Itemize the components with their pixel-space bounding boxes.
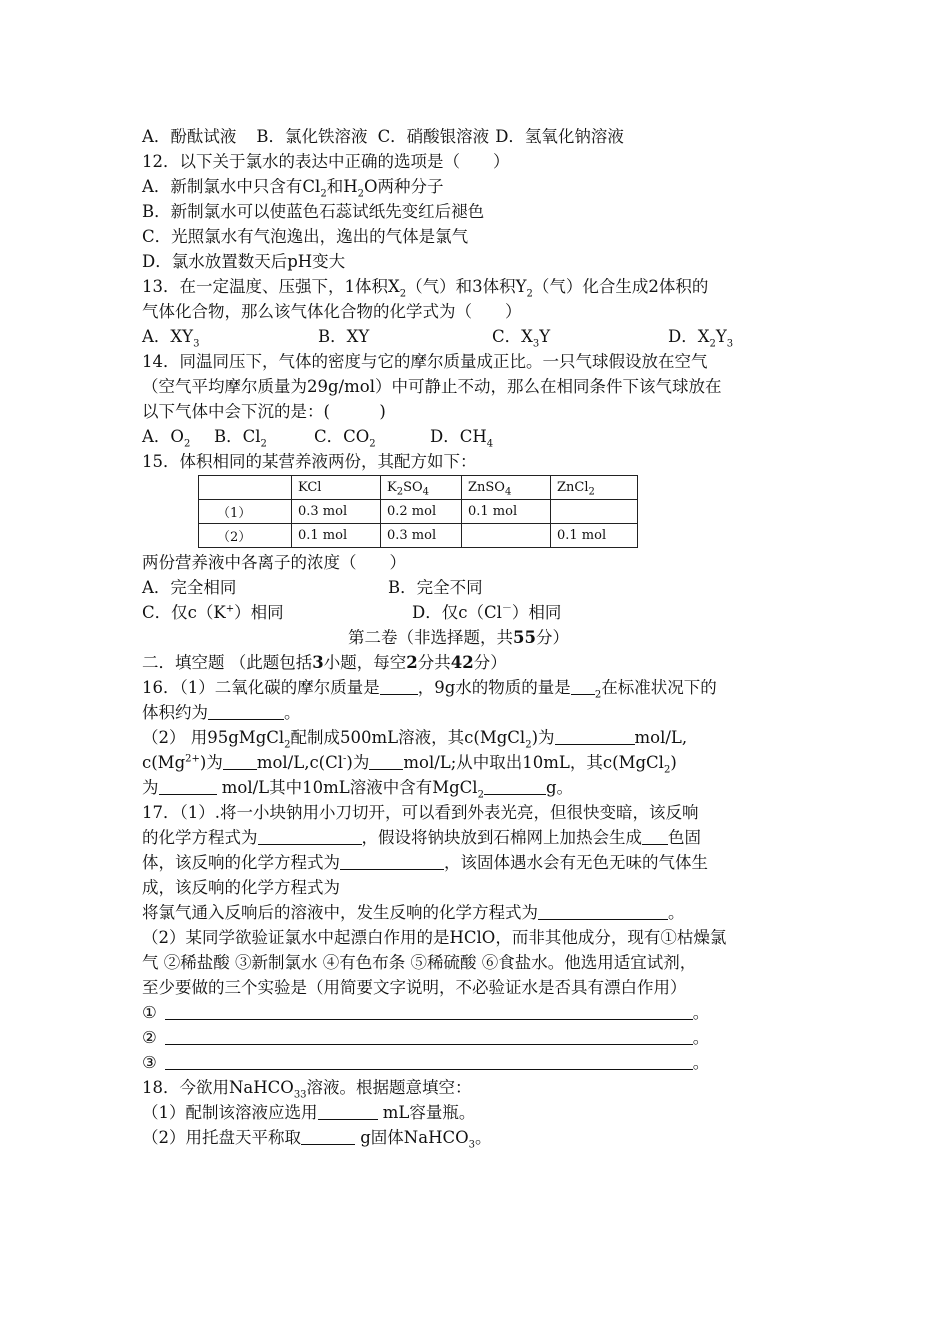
q16-line3: （2） 用95gMgCl$_2$配制成500mL溶液，其c(MgCl$_2$)为 mol/L, xyxy=(142,728,688,751)
q17-experiment-3: ③ 。 xyxy=(142,1053,710,1072)
q14-option-a: A．$O_2$ xyxy=(142,427,191,450)
q11-option-a: A．酚酞试液 xyxy=(142,127,237,146)
q17-line7: 气 ②稀盐酸 ③新制氯水 ④有色布条 ⑤稀硫酸 ⑥食盐水。他选用适宜试剂， xyxy=(142,953,697,972)
table-header-cell xyxy=(199,476,292,500)
q17-experiment-2: ② 。 xyxy=(142,1028,710,1047)
answer-blank xyxy=(571,678,595,695)
table-cell: 0.3 mol xyxy=(292,500,381,524)
table-cell: （2） xyxy=(199,524,292,548)
q17-line4: 成，该反响的化学方程式为 xyxy=(142,878,340,897)
q16-line1: 16．（1）二氧化碳的摩尔质量是 ，9g水的物质的量是 $_2$在标准状况下的 xyxy=(142,678,717,701)
q14-stem-line3: 以下气体中会下沉的是：( ) xyxy=(142,402,386,421)
section-heading: 二．填空题 （此题包括3小题，每空2分共42分） xyxy=(142,653,507,672)
q17-line5: 将氯气通入反响后的溶液中，发生反响的化学方程式为 。 xyxy=(142,903,685,922)
answer-blank xyxy=(165,1028,693,1045)
part2-title: 第二卷（非选择题，共55分） xyxy=(348,628,569,647)
answer-blank xyxy=(223,753,257,770)
q13-options xyxy=(142,326,733,348)
table-cell: 0.1 mol xyxy=(551,524,638,548)
q13-option-a: A．$XY_3$ xyxy=(142,327,200,350)
table-header-row xyxy=(199,476,638,500)
q17-experiment-1: ① 。 xyxy=(142,1003,710,1022)
table-row xyxy=(199,500,638,524)
q14-option-d: D．$CH_4$ xyxy=(430,427,494,450)
q12-option-a: A．新制氯水中只含有$Cl_2$和$H_2O$两种分子 xyxy=(142,177,444,200)
q12-option-d: D．氯水放置数天后pH变大 xyxy=(142,252,346,271)
q11-option-d: D．氢氧化钠溶液 xyxy=(495,127,624,146)
q17-line8: 至少要做的三个实验是（用简要文字说明，不必验证水是否具有漂白作用） xyxy=(142,978,687,997)
table-cell: 0.1 mol xyxy=(292,524,381,548)
q14-stem-line1: 14．同温同压下，气体的密度与它的摩尔质量成正比。一只气球假设放在空气 xyxy=(142,352,708,371)
q18-line3: （2）用托盘天平称取 g固体NaHCO$_3$。 xyxy=(142,1128,492,1151)
q15-stem: 15．体积相同的某营养液两份，其配方如下： xyxy=(142,452,477,471)
table-header-cell: ZnSO$_4$ xyxy=(462,476,551,500)
answer-blank xyxy=(208,703,284,720)
q11-option-c: C．硝酸银溶液 xyxy=(377,127,490,146)
q13-stem-line2: 气体化合物，那么该气体化合物的化学式为（ ） xyxy=(142,302,522,321)
q17-line2: 的化学方程式为 ，假设将钠块放到石棉网上加热会生成 色固 xyxy=(142,828,701,847)
nutrient-table xyxy=(198,475,638,548)
answer-blank xyxy=(301,1128,355,1145)
q17-line6: （2）某同学欲验证氯水中起漂白作用的是HClO，而非其他成分，现有①枯燥氯 xyxy=(142,928,727,947)
q12-option-b: B．新制氯水可以使蓝色石蕊试纸先变红后褪色 xyxy=(142,202,485,221)
table-cell: 0.2 mol xyxy=(381,500,462,524)
q14-options xyxy=(142,426,493,448)
q13-option-c: C．$X_3Y$ xyxy=(492,327,551,350)
answer-blank xyxy=(340,853,444,870)
q11-options xyxy=(142,126,624,148)
q18-line2: （1）配制该溶液应选用 mL容量瓶。 xyxy=(142,1103,476,1122)
q13-option-b: B．XY xyxy=(318,327,370,346)
table-cell: 0.3 mol xyxy=(381,524,462,548)
q15-question: 两份营养液中各离子的浓度（ ） xyxy=(142,553,406,572)
table-cell: （1） xyxy=(199,500,292,524)
q14-option-b: B．$Cl_2$ xyxy=(214,427,267,450)
q16-line4: $c(Mg^{2+})$为 mol/L,c(Cl-)为 mol/L;从中取出10mL，其c(MgCl$_2$) xyxy=(142,753,677,776)
q14-option-c: C．$CO_2$ xyxy=(314,427,376,450)
q13-option-d: D．$X_2Y_3$ xyxy=(668,327,734,350)
answer-blank xyxy=(369,753,403,770)
answer-blank xyxy=(159,778,217,795)
q12-option-c: C．光照氯水有气泡逸出，逸出的气体是氯气 xyxy=(142,227,469,246)
answer-blank xyxy=(165,1053,693,1070)
answer-blank xyxy=(318,1103,378,1120)
table-cell xyxy=(551,500,638,524)
q15-options-ab xyxy=(142,577,483,599)
q15-option-c: C．仅c（K+）相同 xyxy=(142,603,284,622)
q17-line1: 17．（1）.将一小块钠用小刀切开，可以看到外表光亮，但很快变暗，该反响 xyxy=(142,803,699,822)
q15-option-d: D．仅c（Cl－）相同 xyxy=(412,603,562,622)
table-cell: 0.1 mol xyxy=(462,500,551,524)
answer-blank xyxy=(258,828,362,845)
table-row xyxy=(199,524,638,548)
table-header-cell: KCl xyxy=(292,476,381,500)
answer-blank xyxy=(538,903,668,920)
answer-blank xyxy=(484,778,546,795)
answer-blank xyxy=(165,1003,693,1020)
q15-option-a: A．完全相同 xyxy=(142,578,237,597)
q18-line1: 18．今欲用NaHCO$_{33}$溶液。根据题意填空： xyxy=(142,1078,472,1101)
q11-option-b: B．氯化铁溶液 xyxy=(256,127,368,146)
q15-options-cd xyxy=(142,602,561,624)
table-header-cell: $K_2SO_4$ xyxy=(381,476,462,500)
q17-line3: 体，该反响的化学方程式为 ，该固体遇水会有无色无味的气体生 xyxy=(142,853,708,872)
q16-line5: 为 mol/L其中10mL溶液中含有MgCl$_2$ g。 xyxy=(142,778,574,801)
answer-blank xyxy=(642,828,668,845)
q15-option-b: B．完全不同 xyxy=(388,578,483,597)
answer-blank xyxy=(380,678,418,695)
table-cell xyxy=(462,524,551,548)
q16-line2: 体积约为 。 xyxy=(142,703,301,722)
q13-stem-line1: 13．在一定温度、压强下，1体积$X_2$（气）和3体积$Y_2$（气）化合生成2体积的 xyxy=(142,277,709,300)
q14-stem-line2: （空气平均摩尔质量为29g/mol）中可静止不动，那么在相同条件下该气球放在 xyxy=(142,377,722,396)
table-header-cell: ZnCl$_2$ xyxy=(551,476,638,500)
answer-blank xyxy=(555,728,635,745)
q12-stem: 12．以下关于氯水的表达中正确的选项是（ ） xyxy=(142,152,510,171)
